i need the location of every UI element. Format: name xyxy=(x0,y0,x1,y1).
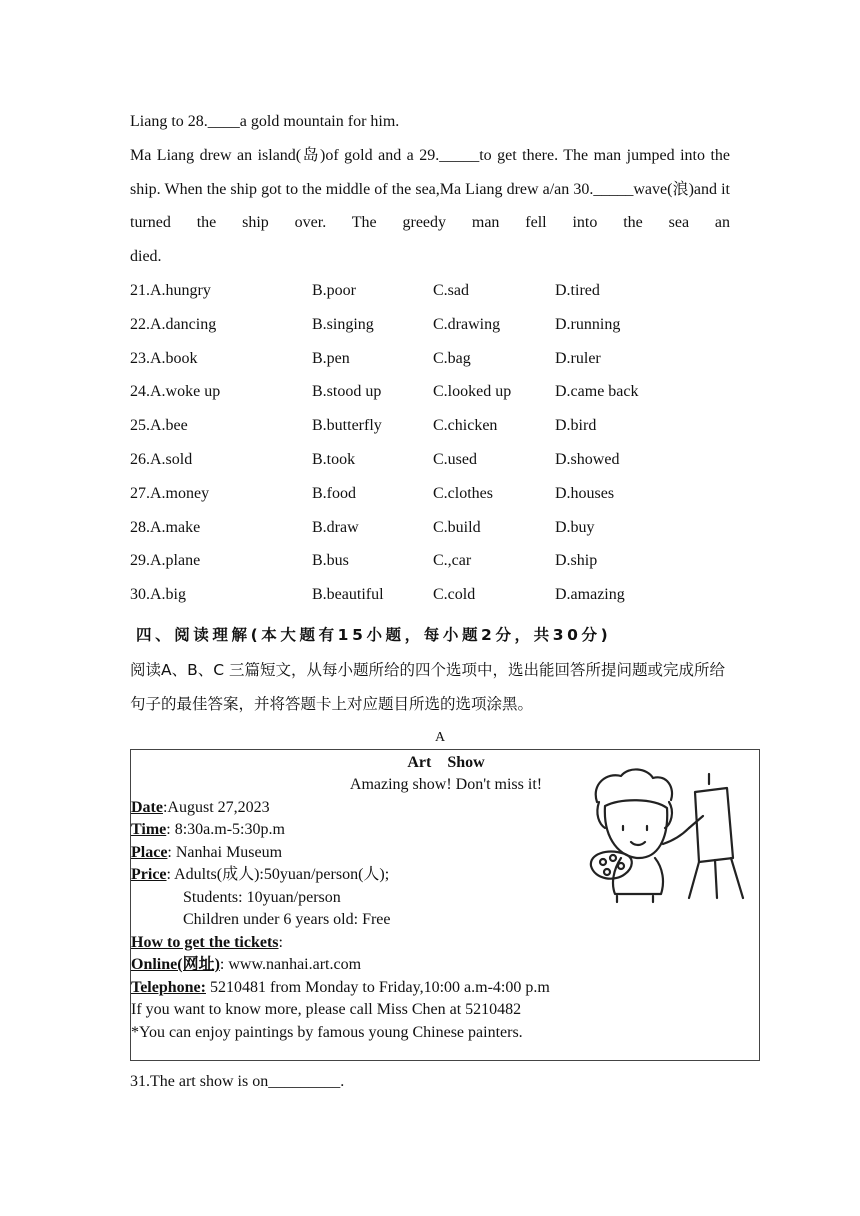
option-d: D.buy xyxy=(555,518,595,536)
date-label: Date xyxy=(131,799,163,816)
option-row xyxy=(130,274,750,308)
option-row xyxy=(130,544,750,578)
option-b: B.stood up xyxy=(312,383,382,401)
option-a: 29.A.plane xyxy=(130,552,201,570)
option-a: 25.A.bee xyxy=(130,417,188,435)
option-c: C.chicken xyxy=(433,417,498,435)
option-c: C.drawing xyxy=(433,315,501,333)
option-b: B.poor xyxy=(312,282,356,299)
price-line xyxy=(131,864,389,886)
option-row xyxy=(130,511,750,545)
option-c: C.,car xyxy=(433,552,472,570)
option-row xyxy=(130,375,750,409)
time-value: : 8:30a.m-5:30p.m xyxy=(166,821,285,838)
option-row xyxy=(130,578,750,612)
telephone-label: Telephone: xyxy=(131,979,206,996)
cloze-paragraph: Ma Liang drew an island(岛)of gold and a 29._____to get there. The man jumped into the ship. When the ship got to the middle of the sea,Ma Liang drew a/an 30._____wave(浪)and it turned the ship over. The greedy man fell into the sea an xyxy=(130,147,730,232)
art-show-notice xyxy=(130,749,760,1061)
price-students: Students: 10yuan/person xyxy=(183,889,341,906)
option-d: D.running xyxy=(555,315,621,333)
option-c: C.bag xyxy=(433,349,471,367)
option-d: D.ruler xyxy=(555,349,601,367)
option-d: D.houses xyxy=(555,484,615,502)
option-row xyxy=(130,477,750,511)
option-d: D.showed xyxy=(555,450,620,468)
option-a: 26.A.sold xyxy=(130,450,193,468)
option-a: 21.A.hungry xyxy=(130,282,211,299)
section-instructions: 阅读A、B、C 三篇短文，从每小题所给的四个选项中，选出能回答所提问题或完成所给句子的最佳答案，并将答题卡上对应题目所选的选项涂黑。 xyxy=(130,661,725,713)
options-list xyxy=(130,274,750,612)
option-c: C.cold xyxy=(433,586,476,604)
option-c: C.sad xyxy=(433,282,469,299)
option-c: C.build xyxy=(433,518,481,536)
option-a: 27.A.money xyxy=(130,484,210,502)
option-row xyxy=(130,342,750,376)
place-label: Place xyxy=(131,844,168,861)
cloze-line-28: Liang to 28.____a gold mountain for him. xyxy=(130,113,400,130)
option-c: C.clothes xyxy=(433,484,493,502)
cloze-paragraph-end: died. xyxy=(130,248,162,265)
online-line xyxy=(131,954,361,976)
option-a: 22.A.dancing xyxy=(130,315,217,333)
section-title: 四、阅读理解(本大题有15小题，每小题2分，共30分) xyxy=(136,626,612,644)
note-line: *You can enjoy paintings by famous young Chinese painters. xyxy=(131,1024,523,1041)
option-row xyxy=(130,443,750,477)
time-label: Time xyxy=(131,821,167,838)
option-b: B.butterfly xyxy=(312,417,382,435)
telephone-value: 5210481 from Monday to Friday,10:00 a.m-4:00 p.m xyxy=(205,979,550,996)
option-a: 30.A.big xyxy=(130,586,186,604)
place-line xyxy=(131,842,282,864)
option-a: 28.A.make xyxy=(130,518,201,536)
date-value: :August 27,2023 xyxy=(162,799,270,816)
telephone-line xyxy=(131,977,550,999)
option-b: B.draw xyxy=(312,518,359,536)
tickets-colon: : xyxy=(278,934,283,951)
tickets-line xyxy=(131,932,283,954)
question-31: 31.The art show is on_________. xyxy=(130,1073,345,1090)
option-b: B.took xyxy=(312,450,356,468)
option-a: 23.A.book xyxy=(130,349,198,367)
place-value: : Nanhai Museum xyxy=(167,844,283,861)
online-value: : www.nanhai.art.com xyxy=(219,956,362,973)
tickets-label: How to get the tickets xyxy=(131,934,279,951)
option-b: B.food xyxy=(312,484,356,502)
more-info-line: If you want to know more, please call Miss Chen at 5210482 xyxy=(131,1001,522,1018)
option-d: D.ship xyxy=(555,552,598,570)
option-a: 24.A.woke up xyxy=(130,383,221,401)
option-d: D.amazing xyxy=(555,586,625,604)
price-children: Children under 6 years old: Free xyxy=(183,911,391,928)
passage-label: A xyxy=(434,730,446,745)
option-c: C.looked up xyxy=(433,383,512,401)
option-b: B.bus xyxy=(312,552,349,570)
painter-girl-icon xyxy=(577,762,753,904)
option-d: D.tired xyxy=(555,282,600,299)
option-d: D.bird xyxy=(555,417,597,435)
date-line xyxy=(131,797,270,819)
notice-title: Art Show xyxy=(407,754,485,771)
option-c: C.used xyxy=(433,450,477,468)
option-b: B.pen xyxy=(312,349,350,367)
option-d: D.came back xyxy=(555,383,639,401)
time-line xyxy=(131,819,285,841)
price-value: : Adults(成人):50yuan/person(人); xyxy=(166,866,390,883)
option-b: B.singing xyxy=(312,315,374,333)
price-label: Price xyxy=(131,866,167,883)
option-b: B.beautiful xyxy=(312,586,384,604)
notice-subtitle: Amazing show! Don't miss it! xyxy=(349,776,543,793)
option-row xyxy=(130,308,750,342)
option-row xyxy=(130,409,750,443)
online-label: Online(网址) xyxy=(131,956,220,973)
